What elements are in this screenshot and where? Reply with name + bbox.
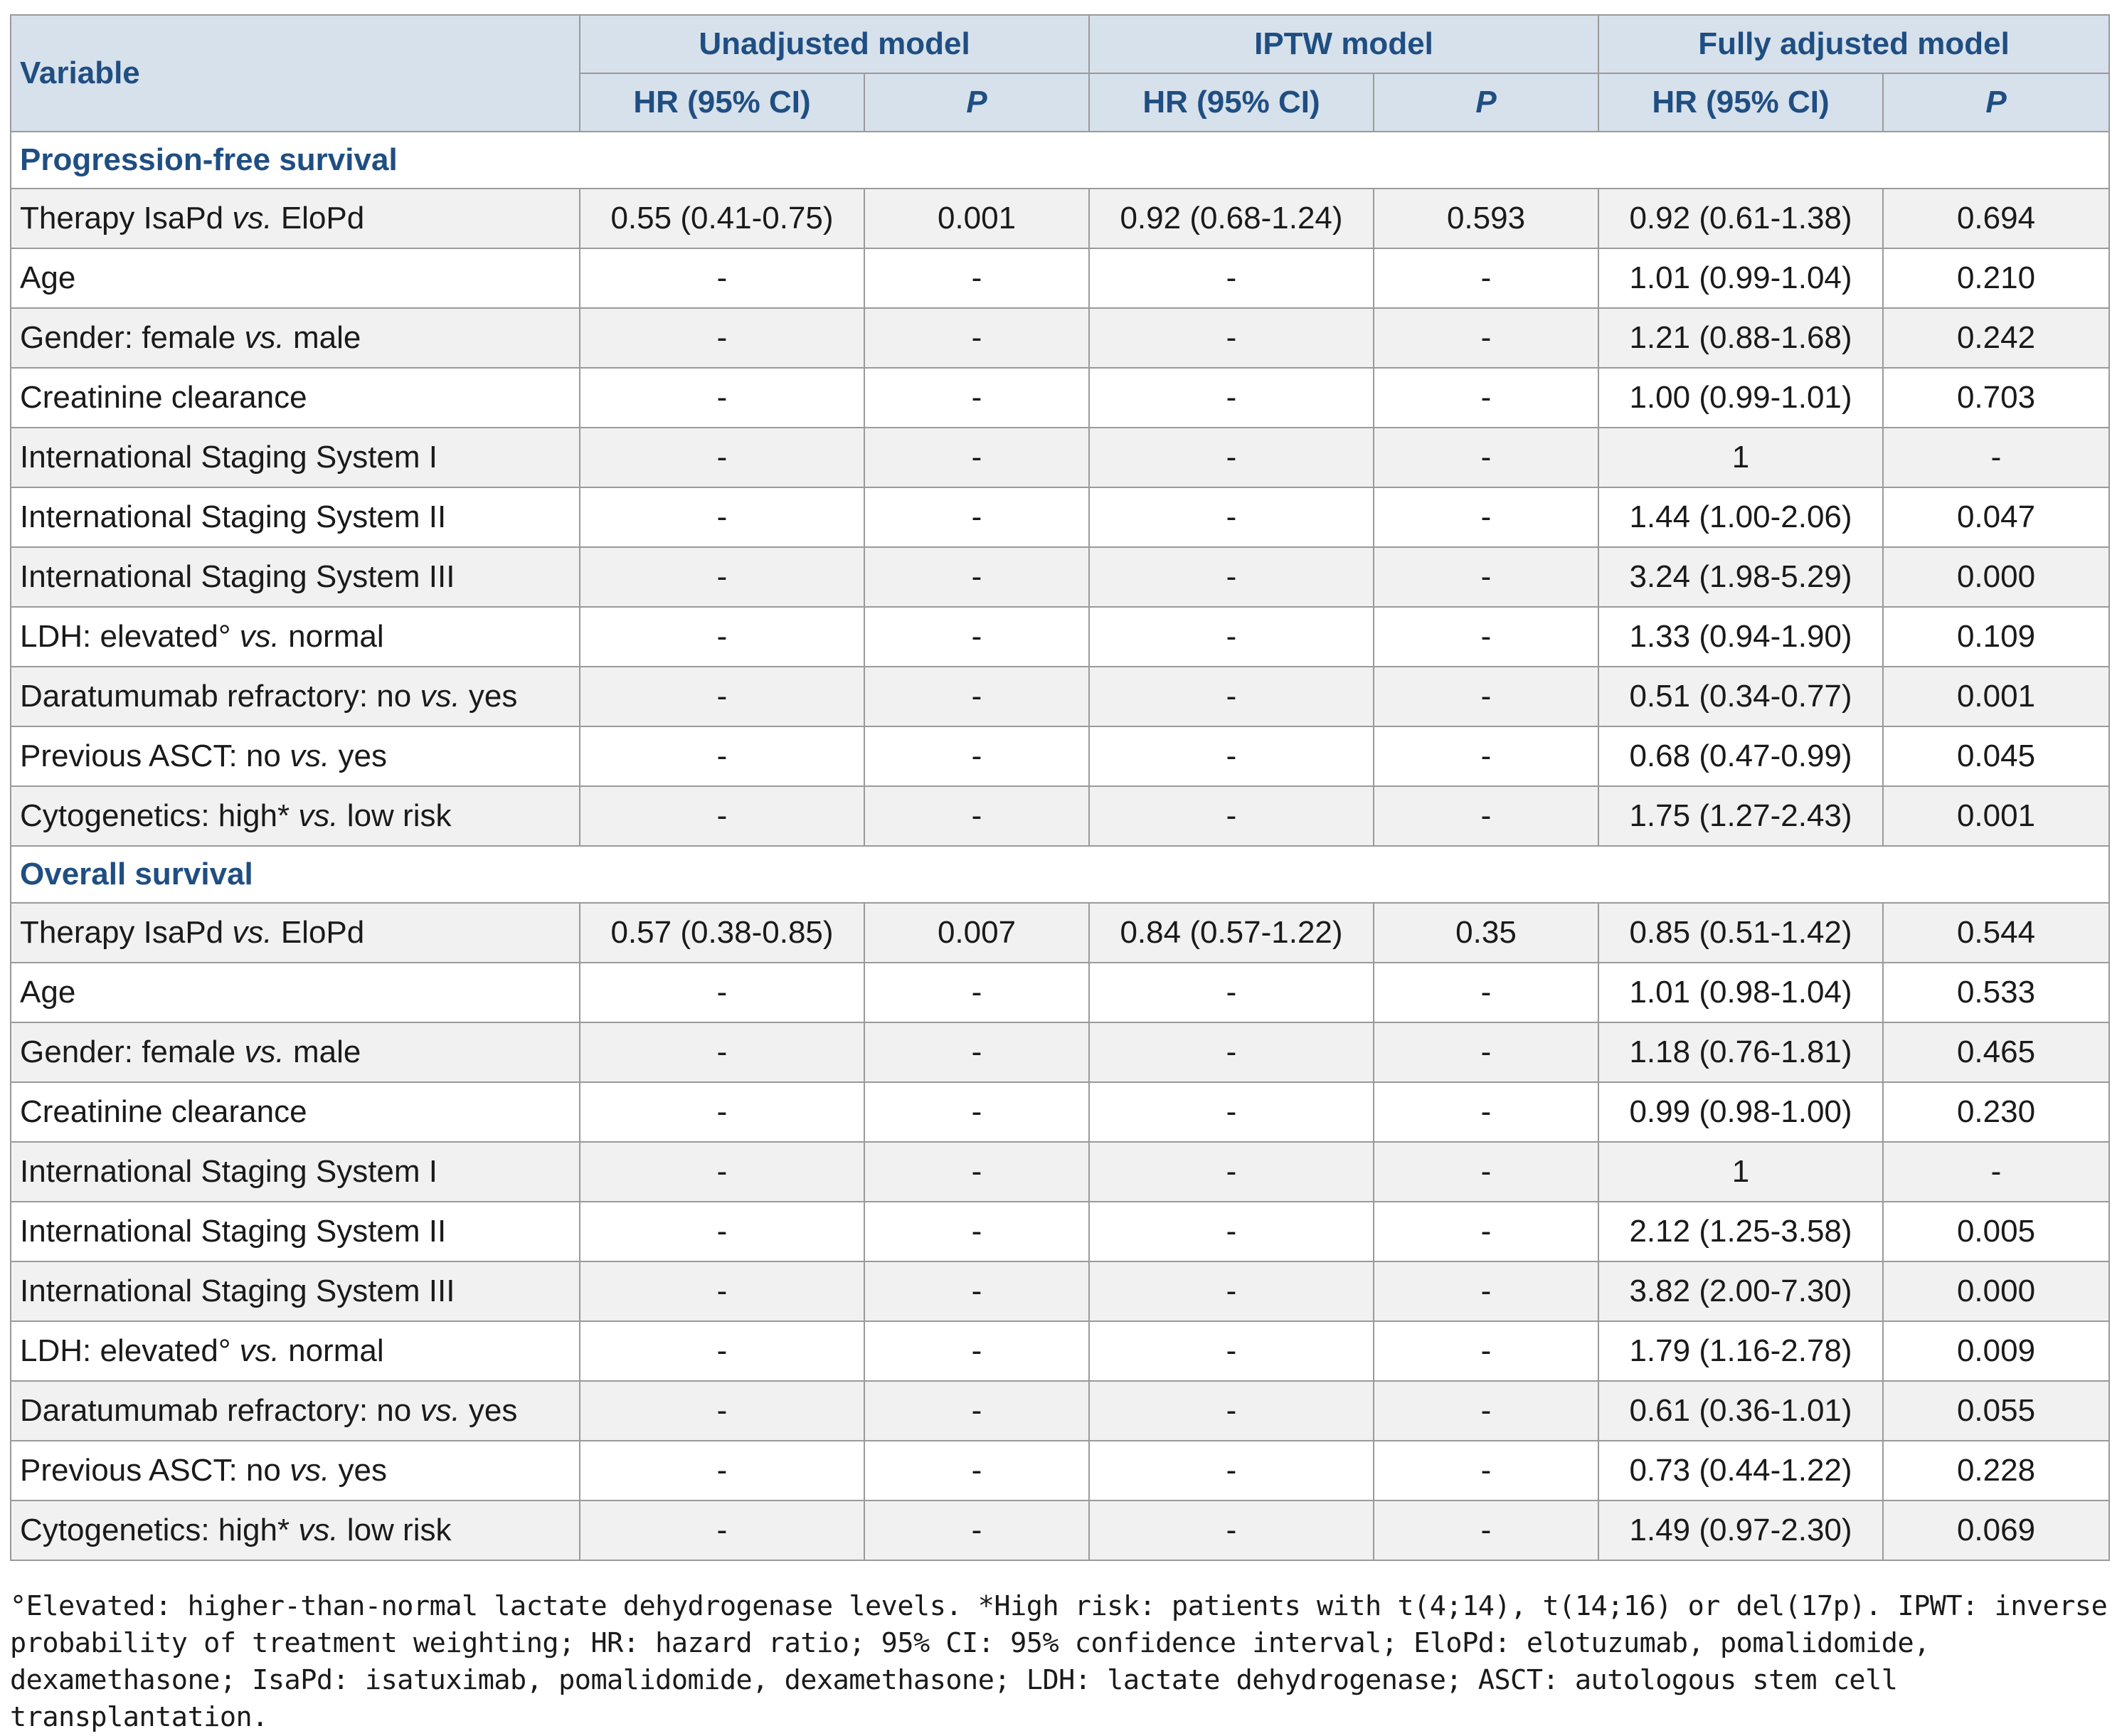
section-header-row bbox=[11, 846, 2109, 903]
variable-label bbox=[11, 368, 580, 428]
p-value-cell: - bbox=[864, 1381, 1089, 1441]
p-value-cell: 0.000 bbox=[1883, 547, 2109, 607]
p-value-cell: 0.242 bbox=[1883, 308, 2109, 368]
hr-value-cell: - bbox=[580, 428, 864, 487]
p-value-cell: 0.230 bbox=[1883, 1082, 2109, 1142]
variable-label bbox=[11, 1082, 580, 1142]
p-value-cell: 0.465 bbox=[1883, 1022, 2109, 1082]
table-row bbox=[11, 1501, 2109, 1560]
label-text: International Staging System II bbox=[20, 1214, 447, 1249]
p-value-cell: - bbox=[864, 428, 1089, 487]
table-row bbox=[11, 726, 2109, 786]
hr-value-cell: 3.24 (1.98-5.29) bbox=[1598, 547, 1883, 607]
table-row bbox=[11, 1381, 2109, 1441]
label-text: International Staging System I bbox=[20, 440, 437, 475]
hr-value-cell: - bbox=[580, 726, 864, 786]
p-value-cell: - bbox=[1374, 786, 1598, 846]
label-versus: vs. bbox=[290, 1453, 330, 1488]
p-value-cell: 0.694 bbox=[1883, 189, 2109, 248]
table-row bbox=[11, 189, 2109, 248]
variable-label bbox=[11, 487, 580, 547]
hr-value-cell: 1.18 (0.76-1.81) bbox=[1598, 1022, 1883, 1082]
variable-label bbox=[11, 1381, 580, 1441]
label-text: Daratumumab refractory: no bbox=[20, 679, 420, 714]
hr-value-cell: 0.92 (0.68-1.24) bbox=[1089, 189, 1374, 248]
hr-value-cell: - bbox=[580, 667, 864, 726]
p-value-cell: - bbox=[1374, 1202, 1598, 1261]
hr-value-cell: 2.12 (1.25-3.58) bbox=[1598, 1202, 1883, 1261]
hr-value-cell: - bbox=[580, 1142, 864, 1202]
hr-value-cell: - bbox=[1089, 1321, 1374, 1381]
p-value-cell: - bbox=[1374, 1261, 1598, 1321]
label-versus: vs. bbox=[420, 1393, 460, 1428]
hr-value-cell: - bbox=[580, 308, 864, 368]
table-row bbox=[11, 1202, 2109, 1261]
p-value-cell: 0.544 bbox=[1883, 903, 2109, 963]
p-value-cell: 0.109 bbox=[1883, 607, 2109, 667]
p-value-cell: - bbox=[864, 1082, 1089, 1142]
table-row bbox=[11, 368, 2109, 428]
table-row bbox=[11, 903, 2109, 963]
hr-value-cell: - bbox=[580, 1261, 864, 1321]
table-row bbox=[11, 428, 2109, 487]
hr-value-cell: 1.79 (1.16-2.78) bbox=[1598, 1321, 1883, 1381]
p-value-cell: - bbox=[1374, 547, 1598, 607]
hr-value-cell: - bbox=[1089, 607, 1374, 667]
table-row bbox=[11, 1321, 2109, 1381]
label-versus: vs. bbox=[420, 679, 460, 714]
variable-label bbox=[11, 428, 580, 487]
variable-label bbox=[11, 1142, 580, 1202]
label-versus: vs. bbox=[232, 201, 272, 235]
p-value-cell: 0.001 bbox=[1883, 786, 2109, 846]
p-value-cell: - bbox=[1374, 428, 1598, 487]
label-text: Therapy IsaPd bbox=[20, 915, 233, 950]
hr-value-cell: 0.51 (0.34-0.77) bbox=[1598, 667, 1883, 726]
hr-value-cell: - bbox=[1089, 786, 1374, 846]
hr-value-cell: 1.00 (0.99-1.01) bbox=[1598, 368, 1883, 428]
p-value-cell: - bbox=[864, 487, 1089, 547]
label-versus: vs. bbox=[298, 798, 339, 833]
variable-label bbox=[11, 189, 580, 248]
label-versus: vs. bbox=[239, 1333, 280, 1368]
p-value-cell: - bbox=[1374, 368, 1598, 428]
hr-value-cell: 0.57 (0.38-0.85) bbox=[580, 903, 864, 963]
variable-label bbox=[11, 786, 580, 846]
p-value-cell: 0.009 bbox=[1883, 1321, 2109, 1381]
variable-label bbox=[11, 1022, 580, 1082]
label-text-suffix: low risk bbox=[338, 1513, 452, 1547]
hr-value-cell: - bbox=[580, 963, 864, 1022]
label-versus: vs. bbox=[298, 1513, 339, 1547]
section-header-row bbox=[11, 132, 2109, 189]
label-text-suffix: yes bbox=[460, 1393, 518, 1428]
p-value-cell: - bbox=[1374, 1441, 1598, 1501]
p-value-cell: - bbox=[1374, 726, 1598, 786]
hr-value-cell: - bbox=[1089, 368, 1374, 428]
p-value-cell: - bbox=[864, 368, 1089, 428]
p-value-cell: - bbox=[864, 1441, 1089, 1501]
label-text: LDH: elevated° bbox=[20, 619, 240, 654]
table-body bbox=[11, 132, 2109, 1560]
hr-value-cell: 0.61 (0.36-1.01) bbox=[1598, 1381, 1883, 1441]
hr-value-cell: - bbox=[1089, 963, 1374, 1022]
hr-value-cell: - bbox=[1089, 1082, 1374, 1142]
label-text: Gender: female bbox=[20, 1034, 245, 1069]
hr-value-cell: 0.55 (0.41-0.75) bbox=[580, 189, 864, 248]
variable-label bbox=[11, 1321, 580, 1381]
p-value-cell: 0.35 bbox=[1374, 903, 1598, 963]
label-text: Age bbox=[20, 260, 76, 295]
hr-value-cell: - bbox=[580, 368, 864, 428]
hr-value-cell: 1.21 (0.88-1.68) bbox=[1598, 308, 1883, 368]
p-value-cell: - bbox=[1374, 667, 1598, 726]
hr-column-header: HR (95% CI) bbox=[1598, 73, 1883, 132]
hr-value-cell: - bbox=[580, 1381, 864, 1441]
hazard-ratio-table bbox=[10, 14, 2110, 1561]
label-text-suffix: yes bbox=[460, 679, 518, 714]
p-value-cell: - bbox=[864, 1501, 1089, 1560]
table-row bbox=[11, 1261, 2109, 1321]
hr-value-cell: - bbox=[580, 248, 864, 308]
table-row bbox=[11, 248, 2109, 308]
label-text: Previous ASCT: no bbox=[20, 1453, 290, 1488]
label-versus: vs. bbox=[244, 1034, 285, 1069]
label-text-suffix: yes bbox=[329, 1453, 388, 1488]
hr-value-cell: - bbox=[580, 487, 864, 547]
label-text: Cytogenetics: high* bbox=[20, 1513, 299, 1547]
label-text: Creatinine clearance bbox=[20, 1094, 307, 1129]
p-value-cell: - bbox=[1374, 1022, 1598, 1082]
p-value-cell: - bbox=[864, 1022, 1089, 1082]
p-value-cell: - bbox=[1374, 1321, 1598, 1381]
table-row bbox=[11, 487, 2109, 547]
label-text-suffix: male bbox=[284, 1034, 361, 1069]
hr-value-cell: - bbox=[580, 607, 864, 667]
p-value-cell: 0.228 bbox=[1883, 1441, 2109, 1501]
p-value-cell: 0.533 bbox=[1883, 963, 2109, 1022]
hr-column-header: HR (95% CI) bbox=[1089, 73, 1374, 132]
label-text: Creatinine clearance bbox=[20, 380, 307, 415]
p-value-cell: - bbox=[864, 607, 1089, 667]
table-row bbox=[11, 786, 2109, 846]
label-text-suffix: EloPd bbox=[272, 915, 365, 950]
p-value-cell: 0.047 bbox=[1883, 487, 2109, 547]
p-value-cell: 0.001 bbox=[1883, 667, 2109, 726]
hr-value-cell: - bbox=[1089, 547, 1374, 607]
p-column-header: P bbox=[864, 73, 1089, 132]
variable-label bbox=[11, 308, 580, 368]
variable-column-header: Variable bbox=[11, 15, 580, 132]
table-row bbox=[11, 667, 2109, 726]
p-value-cell: - bbox=[864, 1321, 1089, 1381]
hr-value-cell: - bbox=[1089, 308, 1374, 368]
p-value-cell: - bbox=[864, 667, 1089, 726]
hr-value-cell: 1 bbox=[1598, 1142, 1883, 1202]
label-text-suffix: normal bbox=[279, 619, 384, 654]
hr-column-header: HR (95% CI) bbox=[580, 73, 864, 132]
table-row bbox=[11, 963, 2109, 1022]
hr-value-cell: 1.75 (1.27-2.43) bbox=[1598, 786, 1883, 846]
table-row bbox=[11, 1441, 2109, 1501]
p-value-cell: - bbox=[864, 248, 1089, 308]
table-row bbox=[11, 1082, 2109, 1142]
p-value-cell: - bbox=[1374, 963, 1598, 1022]
p-value-cell: - bbox=[864, 1202, 1089, 1261]
label-text-suffix: male bbox=[284, 320, 361, 355]
hr-value-cell: - bbox=[1089, 428, 1374, 487]
p-value-cell: 0.055 bbox=[1883, 1381, 2109, 1441]
p-value-cell: - bbox=[864, 786, 1089, 846]
p-value-cell: - bbox=[864, 547, 1089, 607]
table-row bbox=[11, 308, 2109, 368]
variable-label bbox=[11, 1501, 580, 1560]
label-versus: vs. bbox=[290, 739, 330, 773]
hr-value-cell: - bbox=[580, 1082, 864, 1142]
p-column-header: P bbox=[1883, 73, 2109, 132]
hr-value-cell: - bbox=[580, 1321, 864, 1381]
hr-value-cell: 1.01 (0.99-1.04) bbox=[1598, 248, 1883, 308]
p-value-cell: - bbox=[864, 1142, 1089, 1202]
label-text: International Staging System III bbox=[20, 1274, 455, 1308]
label-versus: vs. bbox=[239, 619, 280, 654]
table-header bbox=[11, 15, 2109, 132]
variable-label bbox=[11, 963, 580, 1022]
hr-value-cell: - bbox=[1089, 1381, 1374, 1441]
variable-label bbox=[11, 667, 580, 726]
variable-label bbox=[11, 726, 580, 786]
p-value-cell: 0.001 bbox=[864, 189, 1089, 248]
p-value-cell: - bbox=[1374, 308, 1598, 368]
variable-label bbox=[11, 1261, 580, 1321]
hr-value-cell: 0.68 (0.47-0.99) bbox=[1598, 726, 1883, 786]
p-value-cell: 0.703 bbox=[1883, 368, 2109, 428]
variable-label bbox=[11, 607, 580, 667]
variable-label bbox=[11, 1202, 580, 1261]
label-text-suffix: normal bbox=[279, 1333, 384, 1368]
hr-value-cell: 1.44 (1.00-2.06) bbox=[1598, 487, 1883, 547]
hr-value-cell: - bbox=[1089, 1441, 1374, 1501]
label-text: Therapy IsaPd bbox=[20, 201, 233, 235]
hr-value-cell: 1.49 (0.97-2.30) bbox=[1598, 1501, 1883, 1560]
hr-value-cell: 0.73 (0.44-1.22) bbox=[1598, 1441, 1883, 1501]
label-text-suffix: low risk bbox=[338, 798, 452, 833]
label-text: Daratumumab refractory: no bbox=[20, 1393, 420, 1428]
hr-value-cell: 0.85 (0.51-1.42) bbox=[1598, 903, 1883, 963]
p-value-cell: 0.045 bbox=[1883, 726, 2109, 786]
hr-value-cell: - bbox=[580, 547, 864, 607]
hr-value-cell: 0.84 (0.57-1.22) bbox=[1089, 903, 1374, 963]
p-value-cell: - bbox=[1883, 428, 2109, 487]
variable-label bbox=[11, 903, 580, 963]
p-value-cell: 0.005 bbox=[1883, 1202, 2109, 1261]
fully-adjusted-model-header: Fully adjusted model bbox=[1598, 15, 2109, 73]
table-footnote: °Elevated: higher-than-normal lactate dehydrogenase levels. *High risk: patients with t(4;14), t(14;16) or del(17p). IPWT: inverse probability of treatment weighting; HR: hazard ratio; 95% CI: 95% confidence interval; EloPd: elotuzumab, pomalidomide, dexamethasone; IsaPd: isatuximab, pomalidomide, dexamethasone; LDH: lactate dehydrogenase; ASCT: autologous stem cell transplantation. bbox=[10, 1590, 2108, 1733]
iptw-model-header: IPTW model bbox=[1089, 15, 1598, 73]
p-value-cell: - bbox=[1374, 607, 1598, 667]
label-versus: vs. bbox=[232, 915, 272, 950]
p-value-cell: 0.593 bbox=[1374, 189, 1598, 248]
label-text: Age bbox=[20, 975, 76, 1010]
hr-value-cell: - bbox=[1089, 1501, 1374, 1560]
p-value-cell: - bbox=[1374, 1082, 1598, 1142]
hr-value-cell: - bbox=[580, 1441, 864, 1501]
hr-value-cell: 0.99 (0.98-1.00) bbox=[1598, 1082, 1883, 1142]
section-title: Progression-free survival bbox=[11, 132, 2109, 189]
p-value-cell: 0.210 bbox=[1883, 248, 2109, 308]
section-title: Overall survival bbox=[11, 846, 2109, 903]
hr-value-cell: 0.92 (0.61-1.38) bbox=[1598, 189, 1883, 248]
p-column-header: P bbox=[1374, 73, 1598, 132]
p-value-cell: - bbox=[864, 726, 1089, 786]
label-text: Previous ASCT: no bbox=[20, 739, 290, 773]
p-value-cell: - bbox=[864, 308, 1089, 368]
hr-value-cell: - bbox=[580, 786, 864, 846]
hr-value-cell: 1.33 (0.94-1.90) bbox=[1598, 607, 1883, 667]
hr-value-cell: - bbox=[580, 1501, 864, 1560]
p-value-cell: - bbox=[864, 1261, 1089, 1321]
hr-value-cell: - bbox=[1089, 248, 1374, 308]
label-versus: vs. bbox=[244, 320, 285, 355]
results-table-container bbox=[10, 14, 2108, 1561]
label-text-suffix: yes bbox=[329, 739, 388, 773]
p-value-cell: - bbox=[1374, 1381, 1598, 1441]
hr-value-cell: 1 bbox=[1598, 428, 1883, 487]
p-value-cell: 0.000 bbox=[1883, 1261, 2109, 1321]
label-text: Gender: female bbox=[20, 320, 245, 355]
p-value-cell: 0.007 bbox=[864, 903, 1089, 963]
label-text: LDH: elevated° bbox=[20, 1333, 240, 1368]
variable-label bbox=[11, 547, 580, 607]
p-value-cell: - bbox=[1883, 1142, 2109, 1202]
variable-label bbox=[11, 1441, 580, 1501]
table-row bbox=[11, 1022, 2109, 1082]
label-text-suffix: EloPd bbox=[272, 201, 365, 235]
p-value-cell: - bbox=[1374, 1142, 1598, 1202]
table-row bbox=[11, 1142, 2109, 1202]
hr-value-cell: 3.82 (2.00-7.30) bbox=[1598, 1261, 1883, 1321]
unadjusted-model-header: Unadjusted model bbox=[580, 15, 1089, 73]
label-text: Cytogenetics: high* bbox=[20, 798, 299, 833]
label-text: International Staging System III bbox=[20, 559, 455, 594]
hr-value-cell: - bbox=[580, 1022, 864, 1082]
hr-value-cell: - bbox=[1089, 1022, 1374, 1082]
p-value-cell: - bbox=[1374, 248, 1598, 308]
hr-value-cell: - bbox=[1089, 1202, 1374, 1261]
p-value-cell: 0.069 bbox=[1883, 1501, 2109, 1560]
hr-value-cell: - bbox=[1089, 667, 1374, 726]
hr-value-cell: - bbox=[1089, 1261, 1374, 1321]
table-row bbox=[11, 547, 2109, 607]
p-value-cell: - bbox=[864, 963, 1089, 1022]
hr-value-cell: - bbox=[580, 1202, 864, 1261]
hr-value-cell: - bbox=[1089, 487, 1374, 547]
hr-value-cell: 1.01 (0.98-1.04) bbox=[1598, 963, 1883, 1022]
variable-label bbox=[11, 248, 580, 308]
hr-value-cell: - bbox=[1089, 1142, 1374, 1202]
p-value-cell: - bbox=[1374, 1501, 1598, 1560]
hr-value-cell: - bbox=[1089, 726, 1374, 786]
label-text: International Staging System I bbox=[20, 1154, 437, 1189]
label-text: International Staging System II bbox=[20, 499, 447, 534]
table-row bbox=[11, 607, 2109, 667]
p-value-cell: - bbox=[1374, 487, 1598, 547]
